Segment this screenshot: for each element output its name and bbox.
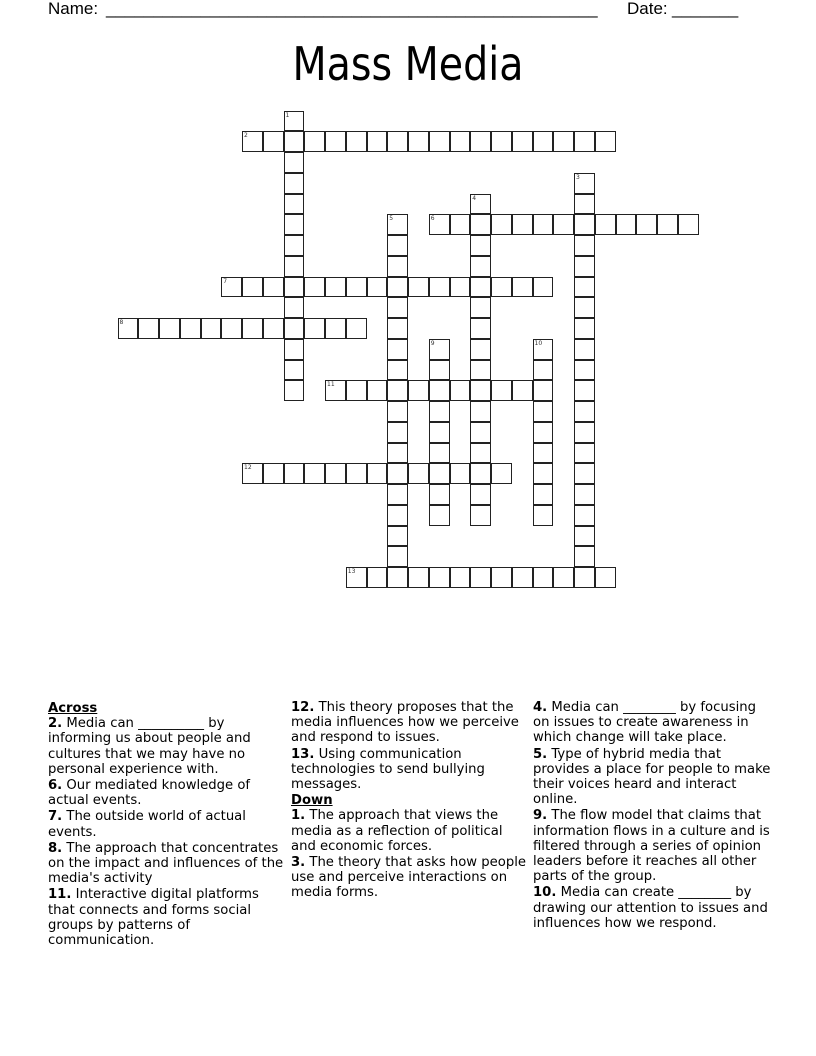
grid-cell[interactable] <box>491 463 512 484</box>
grid-cell[interactable] <box>387 546 408 567</box>
clue-down-4: 4. Media can ________ by focusing on issues to create awareness in which change will take place. <box>533 700 756 746</box>
grid-cell[interactable] <box>491 131 512 152</box>
grid-cell[interactable] <box>574 194 595 215</box>
grid-cell[interactable] <box>533 463 554 484</box>
grid-cell[interactable] <box>470 339 491 360</box>
grid-cell[interactable] <box>636 214 657 235</box>
grid-cell[interactable] <box>574 360 595 381</box>
grid-cell[interactable] <box>367 277 388 298</box>
grid-cell[interactable] <box>284 131 305 152</box>
grid-cell[interactable] <box>387 526 408 547</box>
grid-cell[interactable] <box>284 194 305 215</box>
clue-across-6: 6. Our mediated knowledge of actual events. <box>48 778 251 809</box>
grid-cell[interactable] <box>263 277 284 298</box>
grid-cell[interactable] <box>574 277 595 298</box>
grid-cell[interactable] <box>574 546 595 567</box>
grid-cell[interactable] <box>387 297 408 318</box>
grid-cell[interactable] <box>470 360 491 381</box>
grid-cell[interactable] <box>221 277 242 298</box>
grid-cell[interactable] <box>470 214 491 235</box>
grid-cell[interactable] <box>470 256 491 277</box>
grid-cell[interactable] <box>470 235 491 256</box>
clue-number: 12 <box>244 464 252 472</box>
clue-number: 13 <box>347 568 356 575</box>
grid-cell[interactable] <box>284 152 305 173</box>
grid-cell[interactable] <box>470 297 491 318</box>
grid-cell[interactable] <box>450 131 471 152</box>
clue-down-1: 1. The approach that views the media as a reflection of political and economic forces. <box>291 808 503 854</box>
clue-number: 2 <box>244 132 248 140</box>
grid-cell[interactable] <box>595 567 616 588</box>
grid-cell[interactable] <box>242 318 263 339</box>
grid-cell[interactable] <box>533 131 554 152</box>
down-heading: Down <box>291 793 333 809</box>
grid-cell[interactable] <box>118 318 139 339</box>
grid-cell[interactable] <box>159 318 180 339</box>
grid-cell[interactable] <box>533 401 554 422</box>
clue-number: 1 <box>285 111 290 119</box>
grid-cell[interactable] <box>491 214 512 235</box>
clue-across-8: 8. The approach that concentrates on the impact and influences of the media's activity <box>48 840 284 887</box>
grid-cell[interactable] <box>574 380 595 401</box>
grid-cell[interactable] <box>678 214 699 235</box>
grid-cell[interactable] <box>387 380 408 401</box>
clue-across-11: 11. Interactive digital platforms that connects and forms social groups by patterns of communication. <box>48 887 259 949</box>
grid-cell[interactable] <box>346 567 367 588</box>
grid-cell[interactable] <box>470 443 491 464</box>
grid-cell[interactable] <box>387 484 408 505</box>
grid-cell[interactable] <box>533 277 554 298</box>
grid-cell[interactable] <box>387 339 408 360</box>
grid-cell[interactable] <box>574 422 595 443</box>
grid-cell[interactable] <box>387 214 408 235</box>
grid-cell[interactable] <box>429 380 450 401</box>
grid-cell[interactable] <box>574 567 595 588</box>
grid-cell[interactable] <box>470 401 491 422</box>
grid-cell[interactable] <box>367 380 388 401</box>
grid-cell[interactable] <box>512 131 533 152</box>
grid-cell[interactable] <box>263 463 284 484</box>
grid-cell[interactable] <box>429 484 450 505</box>
clue-number: 4 <box>472 194 477 202</box>
clues-column-3 <box>533 700 773 932</box>
grid-cell[interactable] <box>429 401 450 422</box>
grid-cell[interactable] <box>512 380 533 401</box>
grid-cell[interactable] <box>491 380 512 401</box>
grid-cell[interactable] <box>574 526 595 547</box>
grid-cell[interactable] <box>657 214 678 235</box>
grid-cell[interactable] <box>553 131 574 152</box>
grid-cell[interactable] <box>429 422 450 443</box>
grid-cell[interactable] <box>512 214 533 235</box>
grid-cell[interactable] <box>574 484 595 505</box>
clues-column-1 <box>48 700 288 949</box>
grid-cell[interactable] <box>470 567 491 588</box>
grid-cell[interactable] <box>408 277 429 298</box>
clue-down-10: 10. Media can create ________ by drawing our attention to issues and influences how we respond. <box>533 885 768 931</box>
grid-cell[interactable] <box>450 567 471 588</box>
grid-cell[interactable] <box>429 131 450 152</box>
grid-cell[interactable] <box>138 318 159 339</box>
grid-cell[interactable] <box>595 131 616 152</box>
clue-number: 7 <box>223 277 228 285</box>
grid-cell[interactable] <box>574 339 595 360</box>
grid-cell[interactable] <box>491 277 512 298</box>
grid-cell[interactable] <box>533 339 554 360</box>
grid-cell[interactable] <box>533 484 554 505</box>
grid-cell[interactable] <box>387 505 408 526</box>
clue-down-3: 3. The theory that asks how people use and perceive interactions on media forms. <box>291 855 526 901</box>
grid-cell[interactable] <box>533 380 554 401</box>
grid-cell[interactable] <box>263 318 284 339</box>
page-title: Mass Media <box>292 37 524 91</box>
date-field[interactable]: _______ <box>672 0 739 18</box>
grid-cell[interactable] <box>450 277 471 298</box>
clue-number: 8 <box>119 319 124 326</box>
grid-cell[interactable] <box>387 277 408 298</box>
grid-cell[interactable] <box>263 131 284 152</box>
grid-cell[interactable] <box>574 131 595 152</box>
clue-down-9: 9. The flow model that claims that information flows in a culture and is filtered through a series of opinion leaders before it reaches all other parts of the group. <box>533 808 770 885</box>
grid-cell[interactable] <box>470 484 491 505</box>
grid-cell[interactable] <box>533 214 554 235</box>
grid-cell[interactable] <box>574 297 595 318</box>
grid-cell[interactable] <box>387 235 408 256</box>
clue-down-5: 5. Type of hybrid media that provides a place for people to make their voices heard and interact online. <box>533 746 771 808</box>
grid-cell[interactable] <box>595 214 616 235</box>
grid-cell[interactable] <box>574 318 595 339</box>
clue-across-13: 13. Using communication technologies to send bullying messages. <box>291 746 485 793</box>
grid-cell[interactable] <box>284 173 305 194</box>
grid-cell[interactable] <box>470 505 491 526</box>
across-heading: Across <box>48 701 98 716</box>
grid-cell[interactable] <box>346 131 367 152</box>
grid-cell[interactable] <box>533 360 554 381</box>
grid-cell[interactable] <box>450 463 471 484</box>
grid-cell[interactable] <box>367 131 388 152</box>
clue-across-2: 2. Media can __________ by informing us about people and cultures that we may have no personal experience with. <box>48 716 251 777</box>
grid-cell[interactable] <box>408 131 429 152</box>
grid-cell[interactable] <box>221 318 242 339</box>
clue-number: 3 <box>576 173 580 181</box>
grid-cell[interactable] <box>180 318 201 339</box>
clue-number: 10 <box>534 339 543 347</box>
grid-cell[interactable] <box>242 277 263 298</box>
grid-cell[interactable] <box>387 567 408 588</box>
grid-cell[interactable] <box>408 567 429 588</box>
grid-cell[interactable] <box>574 443 595 464</box>
name-field[interactable]: ____________________________________________________ <box>106 0 598 18</box>
grid-cell[interactable] <box>201 318 222 339</box>
grid-cell[interactable] <box>470 277 491 298</box>
grid-cell[interactable] <box>325 380 346 401</box>
grid-cell[interactable] <box>429 360 450 381</box>
grid-cell[interactable] <box>574 214 595 235</box>
clue-number: 5 <box>389 215 394 223</box>
clue-across-7: 7. The outside world of actual events. <box>48 809 246 840</box>
clue-number: 9 <box>430 339 435 347</box>
grid-cell[interactable] <box>387 318 408 339</box>
grid-cell[interactable] <box>574 173 595 194</box>
grid-cell[interactable] <box>346 463 367 484</box>
grid-cell[interactable] <box>450 214 471 235</box>
grid-cell[interactable] <box>574 505 595 526</box>
grid-cell[interactable] <box>470 131 491 152</box>
grid-cell[interactable] <box>325 277 346 298</box>
grid-cell[interactable] <box>387 463 408 484</box>
grid-cell[interactable] <box>470 194 491 215</box>
grid-cell[interactable] <box>450 380 471 401</box>
grid-cell[interactable] <box>284 360 305 381</box>
grid-cell[interactable] <box>284 463 305 484</box>
grid-cell[interactable] <box>346 277 367 298</box>
clue-number: 6 <box>430 215 435 223</box>
grid-cell[interactable] <box>470 380 491 401</box>
grid-cell[interactable] <box>574 235 595 256</box>
grid-cell[interactable] <box>512 567 533 588</box>
name-label: Name: <box>48 0 99 18</box>
grid-cell[interactable] <box>533 505 554 526</box>
grid-cell[interactable] <box>574 256 595 277</box>
grid-cell[interactable] <box>429 443 450 464</box>
grid-cell[interactable] <box>387 131 408 152</box>
grid-cell[interactable] <box>304 318 325 339</box>
grid-cell[interactable] <box>408 463 429 484</box>
grid-cell[interactable] <box>470 463 491 484</box>
grid-cell[interactable] <box>429 277 450 298</box>
grid-cell[interactable] <box>346 380 367 401</box>
grid-cell[interactable] <box>304 277 325 298</box>
clue-number: 11 <box>327 381 335 389</box>
grid-cell[interactable] <box>429 214 450 235</box>
clue-across-12: 12. This theory proposes that the media influences how we perceive and respond to issues. <box>291 700 519 746</box>
grid-cell[interactable] <box>533 422 554 443</box>
grid-cell[interactable] <box>367 567 388 588</box>
grid-cell[interactable] <box>387 360 408 381</box>
grid-cell[interactable] <box>242 463 263 484</box>
grid-cell[interactable] <box>429 339 450 360</box>
grid-cell[interactable] <box>429 567 450 588</box>
grid-cell[interactable] <box>284 297 305 318</box>
grid-cell[interactable] <box>284 380 305 401</box>
grid-cell[interactable] <box>284 214 305 235</box>
grid-cell[interactable] <box>429 505 450 526</box>
grid-cell[interactable] <box>284 256 305 277</box>
grid-cell[interactable] <box>574 463 595 484</box>
grid-cell[interactable] <box>491 567 512 588</box>
grid-cell[interactable] <box>304 463 325 484</box>
grid-cell[interactable] <box>553 214 574 235</box>
grid-cell[interactable] <box>553 567 574 588</box>
grid-cell[interactable] <box>284 339 305 360</box>
grid-cell[interactable] <box>533 567 554 588</box>
grid-cell[interactable] <box>533 443 554 464</box>
grid-cell[interactable] <box>574 401 595 422</box>
grid-cell[interactable] <box>470 318 491 339</box>
grid-cell[interactable] <box>346 318 367 339</box>
grid-cell[interactable] <box>387 422 408 443</box>
grid-cell[interactable] <box>284 277 305 298</box>
grid-cell[interactable] <box>325 131 346 152</box>
grid-cell[interactable] <box>408 380 429 401</box>
grid-cell[interactable] <box>387 401 408 422</box>
date-label: Date: <box>627 0 668 18</box>
grid-cell[interactable] <box>325 463 346 484</box>
grid-cell[interactable] <box>429 463 450 484</box>
grid-cell[interactable] <box>367 463 388 484</box>
grid-cell[interactable] <box>325 318 346 339</box>
grid-cell[interactable] <box>304 131 325 152</box>
clues-column-2 <box>291 700 531 902</box>
grid-cell[interactable] <box>387 443 408 464</box>
grid-cell[interactable] <box>616 214 637 235</box>
grid-cell[interactable] <box>284 318 305 339</box>
grid-cell[interactable] <box>512 277 533 298</box>
grid-cell[interactable] <box>387 256 408 277</box>
grid-cell[interactable] <box>284 111 305 132</box>
grid-cell[interactable] <box>284 235 305 256</box>
grid-cell[interactable] <box>242 131 263 152</box>
grid-cell[interactable] <box>470 422 491 443</box>
